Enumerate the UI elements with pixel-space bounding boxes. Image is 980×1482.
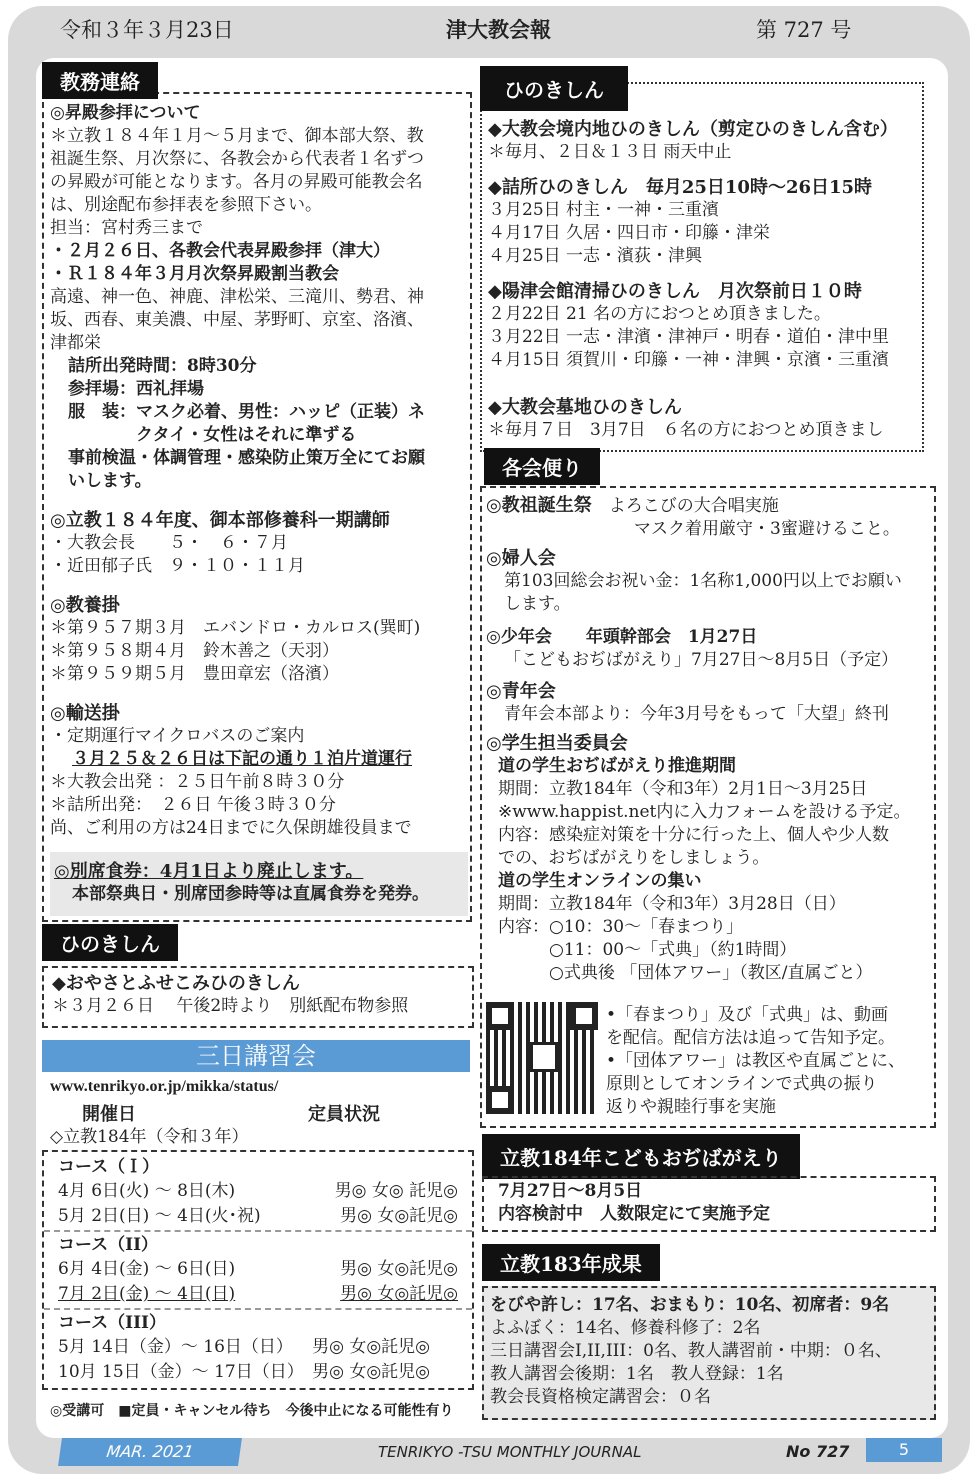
line: での、おぢばがえりをしましょう。 xyxy=(498,848,770,868)
line: 坂、西春、東美濃、中屋、茅野町、京室、洛濱、 xyxy=(50,310,424,330)
status-cell: 男◎ 女◎託児◎ xyxy=(312,1362,430,1382)
line: •「春まつり」及び「式典」は、動画 xyxy=(606,1005,889,1025)
line: ３月25日 村主・一神・三重濱 xyxy=(488,200,720,220)
line: 「こどもおぢばがえり」7月27日～8月5日（予定） xyxy=(504,650,899,670)
line: ◎教祖誕生祭 xyxy=(486,495,592,516)
footer-no: No 727 xyxy=(786,1442,850,1461)
status-cell: 男◎ 女◎託児◎ xyxy=(340,1206,458,1226)
line: ＊第９５７期３月 エバンドロ・カルロス(巽町) xyxy=(50,618,421,638)
date-cell: 7月 2日(金) ～ 4日(日) xyxy=(58,1284,236,1304)
line: 第103回総会お祝い金：1名称1,000円以上でお願い xyxy=(504,571,902,591)
mikka-heading: 三日講習会 xyxy=(42,1040,470,1072)
status-cell: 男◎ 女◎託児◎ xyxy=(340,1259,458,1279)
line: 7月27日～8月5日 xyxy=(498,1181,643,1201)
line: ４月25日 一志・濱荻・津興 xyxy=(488,246,703,266)
line: ○式典後 「団体アワー」（教区/直属ごと） xyxy=(498,963,873,983)
line: 教会長資格検定講習会：０名 xyxy=(490,1387,711,1407)
footer-journal: TENRIKYO -TSU MONTHLY JOURNAL xyxy=(378,1443,642,1461)
line: 本部祭典日・別席団参時等は直属食券を発券。 xyxy=(72,884,429,904)
line: ◎教養掛 xyxy=(50,595,120,616)
line: 祖誕生祭、月次祭に、各教会から代表者１名ずつ xyxy=(50,149,424,169)
mikka-url[interactable]: www.tenrikyo.or.jp/mikka/status/ xyxy=(50,1078,279,1095)
col-header: 定員状況 xyxy=(308,1104,380,1125)
line: ＊毎月、２日＆１３日 雨天中止 xyxy=(488,142,732,162)
line: いします。 xyxy=(68,471,152,491)
line: の昇殿が可能となります。各月の昇殿可能教会名 xyxy=(50,172,423,192)
course-title: コース（III） xyxy=(58,1313,167,1333)
kodomo-heading: 立教184年こどもおぢばがえり xyxy=(482,1134,800,1179)
line: 返りや親睦行事を実施 xyxy=(606,1097,776,1117)
line[interactable]: ※www.happist.net内に入力フォームを設ける予定。 xyxy=(498,802,911,822)
line: ＊立教１８４年１月～５月まで、御本部大祭、教 xyxy=(50,126,424,146)
col-header: 開催日 xyxy=(82,1104,136,1125)
line: ＊３月２６日 午後2時より 別紙配布物参照 xyxy=(52,996,409,1016)
line: 三日講習会I,II,III：0名、教人講習前・中期：０名、 xyxy=(490,1341,892,1361)
line: ◎別席食券：4月1日より廃止します。 xyxy=(54,861,364,882)
hinoki2-box xyxy=(42,966,474,1028)
line: は、別途配布参拝表を参照下さい。 xyxy=(50,195,322,215)
date-cell: 4月 6日(火) ～ 8日(木) xyxy=(58,1181,236,1201)
line: ・２月２６日、各教会代表昇殿参拝（津大） xyxy=(50,241,390,261)
course-title: コース（II） xyxy=(58,1235,159,1255)
qr-note xyxy=(606,1004,932,1119)
line: ４月15日 須賀川・印籐・一神・津興・京濱・三重濱 xyxy=(488,350,890,370)
line: ◆大教会墓地ひのきしん xyxy=(488,397,682,418)
date-cell: 5月 2日(日) ～ 4日(火･祝) xyxy=(58,1206,261,1226)
line: よふぼく：14名、修養科修了：2名 xyxy=(490,1318,761,1338)
line: ４月17日 久居・四日市・印籐・津栄 xyxy=(488,223,771,243)
line: ◆陽津会館清掃ひのきしん 月次祭前日１０時 xyxy=(488,281,862,302)
kakukai-content xyxy=(486,494,932,985)
line: ＊詰所出発： ２６日 午後３時３０分 xyxy=(50,795,336,815)
mikka-content xyxy=(50,1075,470,1149)
seika-box xyxy=(482,1286,936,1420)
line: ◇立教184年（令和３年） xyxy=(50,1127,249,1147)
line: ３月２５＆２６日は下記の通り１泊片道運行 xyxy=(72,749,412,769)
line: します。 xyxy=(504,594,571,614)
line: 期間：立教184年（令和3年）3月28日（日） xyxy=(498,894,846,914)
line: ・近田郁子氏 ９・１０・１１月 xyxy=(50,556,305,576)
line: ＊第９５９期５月 豊田章宏（洛濱） xyxy=(50,664,339,684)
line: 原則としてオンラインで式典の振り xyxy=(606,1074,878,1094)
line: 青年会本部より：今年3月号をもって「大望」終刊 xyxy=(504,704,889,724)
line: ◎昇殿参拝について xyxy=(50,103,201,123)
line: よろこびの大合唱実施 xyxy=(608,496,779,516)
header-issue: 第 727 号 xyxy=(756,18,852,42)
line: ◆大教会境内地ひのきしん（剪定ひのきしん含む） xyxy=(488,119,898,140)
hinoki-heading: ひのきしん xyxy=(480,66,628,111)
line: ＊第９５８期４月 鈴木善之（天羽） xyxy=(50,641,339,661)
status-cell: 男◎ 女◎ 託児◎ xyxy=(334,1181,458,1201)
mikka-table xyxy=(42,1150,474,1390)
seika-heading: 立教183年成果 xyxy=(482,1244,660,1281)
line: ◎青年会 xyxy=(486,681,556,702)
footer-date: MAR. 2021 xyxy=(58,1438,242,1466)
line: ・Ｒ１８４年３月月次祭昇殿割当教会 xyxy=(50,264,339,284)
header-title: 津大教会報 xyxy=(446,17,551,42)
line: ・定期運行マイクロバスのご案内 xyxy=(50,726,305,746)
line: 服 装：マスク必着、男性：ハッピ（正装）ネ xyxy=(68,402,425,422)
line: をびや許し：17名、おまもり：10名、初席者：9名 xyxy=(490,1295,890,1315)
line: ○11：00～「式典」（約1時間） xyxy=(498,940,797,960)
line: 参拝場：西礼拝場 xyxy=(68,379,204,399)
kyomu-content xyxy=(50,102,468,916)
line: 道の学生オンラインの集い xyxy=(498,871,702,891)
status-cell: 男◎ 女◎託児◎ xyxy=(340,1284,458,1304)
kyomu-heading: 教務連絡 xyxy=(42,62,158,99)
header-date: 令和３年３月23日 xyxy=(60,18,234,42)
line: ◎輸送掛 xyxy=(50,703,120,724)
line: ・大教会長 ５・ ６・７月 xyxy=(50,533,288,553)
line: •「団体アワー」は教区や直属ごとに、 xyxy=(606,1051,906,1071)
kakukai-heading: 各会便り xyxy=(484,448,600,485)
line: ◎婦人会 xyxy=(486,548,556,569)
line: 教人講習会後期：1名 教人登録：1名 xyxy=(490,1364,784,1384)
qr-code-icon[interactable] xyxy=(486,1002,598,1114)
line: ＊毎月７日 3月7日 ６名の方におつとめ頂きまし xyxy=(488,420,884,440)
line: ◆おやさとふせこみひのきしん xyxy=(52,973,300,994)
line: 事前検温・体調管理・感染防止策万全にてお願 xyxy=(68,448,425,468)
line: 尚、ご利用の方は24日までに久保朗雄役員まで xyxy=(50,818,412,838)
line: 高遠、神一色、神鹿、津松栄、三滝川、勢君、神 xyxy=(50,287,424,307)
hinoki-content xyxy=(488,118,922,442)
line: ◎立教１８４年度、御本部修養科一期講師 xyxy=(50,510,390,531)
line: ＊大教会出発 ：２５日午前８時３０分 xyxy=(50,772,345,792)
line: 道の学生おぢばがえり推進期間 xyxy=(498,756,736,776)
mikka-legend: ◎受講可 ■定員・キャンセル待ち 今後中止になる可能性有り xyxy=(50,1403,454,1419)
line: 内容：○10：30～「春まつり」 xyxy=(498,917,744,937)
date-cell: 5月 14日（金）～ 16日（日） xyxy=(58,1337,293,1357)
line: ◎少年会 年頭幹部会 1月27日 xyxy=(486,627,758,647)
line: 担当：宮村秀三まで xyxy=(50,218,203,238)
line: ◆詰所ひのきしん 毎月25日10時～26日15時 xyxy=(488,177,873,198)
line: ３月22日 一志・津濱・津神戸・明春・道伯・津中里 xyxy=(488,327,890,347)
line: ◎学生担当委員会 xyxy=(486,733,628,754)
line: を配信。配信方法は追って告知予定。 xyxy=(606,1028,895,1048)
line: 津都栄 xyxy=(50,333,101,353)
footer-page: 5 xyxy=(866,1438,942,1462)
line: 詰所出発時間：8時30分 xyxy=(68,356,257,376)
hinoki2-heading: ひのきしん xyxy=(42,924,178,961)
line: マスク着用厳守・3蜜避けること。 xyxy=(634,519,900,539)
line: クタイ・女性はそれに準ずる xyxy=(68,425,357,445)
line: 内容：感染症対策を十分に行った上、個人や少人数 xyxy=(498,825,889,845)
date-cell: 6月 4日(金) ～ 6日(日) xyxy=(58,1259,236,1279)
line: 期間：立教184年（令和3年）2月1日～3月25日 xyxy=(498,779,868,799)
date-cell: 10月 15日（金）～ 17日（日） xyxy=(58,1362,304,1382)
line: ２月22日 21 名の方におつとめ頂きました。 xyxy=(488,304,831,324)
course-title: コース（Ｉ） xyxy=(58,1157,160,1177)
status-cell: 男◎ 女◎託児◎ xyxy=(312,1337,430,1357)
kodomo-box xyxy=(482,1176,936,1232)
line: 内容検討中 人数限定にて実施予定 xyxy=(498,1204,770,1224)
